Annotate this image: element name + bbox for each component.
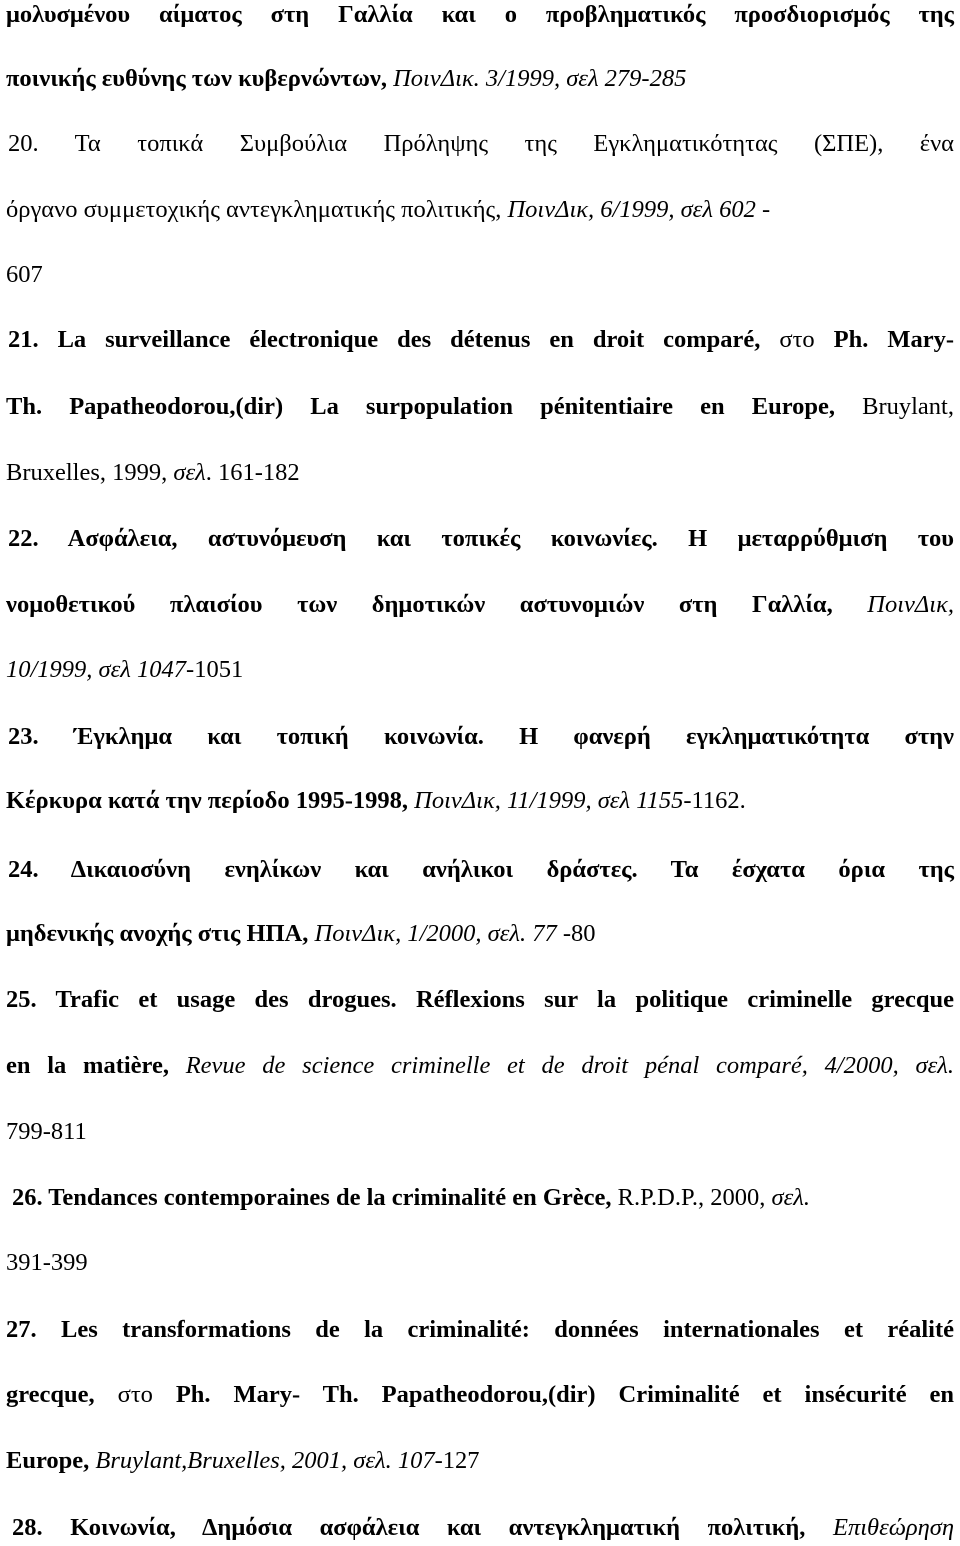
bib-entry-23: 23. Έγκλημα και τοπική κοινωνία. Η φανερή εγκληματικότητα στην: [8, 723, 954, 750]
bib-entry-24: 24. Δικαιοσύνη ενηλίκων και ανήλικοι δράστες. Τα έσχατα όρια της: [8, 856, 954, 883]
bib-entry-20: 20. Τα τοπικά Συμβούλια Πρόληψης της Εγκληματικότητας (ΣΠΕ), ένα: [8, 130, 954, 157]
bib-entry-28: 28. Κοινωνία, Δημόσια ασφάλεια και αντεγκληματική πολιτική, Επιθεώρηση: [12, 1514, 954, 1541]
bib-line: 10/1999, σελ 1047-1051: [6, 656, 244, 683]
bib-line: en la matière, Revue de science criminelle et de droit pénal comparé, 4/2000, σελ.: [6, 1052, 954, 1079]
bib-line: Europe, Bruylant,Bruxelles, 2001, σελ. 107-127: [6, 1447, 480, 1474]
bib-line: νομοθετικού πλαισίου των δημοτικών αστυνομιών στη Γαλλία, ΠοινΔικ,: [6, 591, 954, 618]
bib-line: Th. Papatheodorou,(dir) La surpopulation pénitentiaire en Europe, Bruylant,: [6, 393, 954, 420]
bib-line: grecque, στο Ph. Mary- Th. Papatheodorou,(dir) Criminalité et insécurité en: [6, 1381, 954, 1408]
bib-line: Κέρκυρα κατά την περίοδο 1995-1998, ΠοινΔικ, 11/1999, σελ 1155-1162.: [6, 787, 746, 814]
bib-entry-22: 22. Ασφάλεια, αστυνόμευση και τοπικές κοινωνίες. Η μεταρρύθμιση του: [8, 525, 954, 552]
bib-entry-21: 21. La surveillance électronique des détenus en droit comparé, στο Ph. Mary-: [8, 326, 954, 353]
bib-line: όργανο συμμετοχικής αντεγκληματικής πολιτικής, ΠοινΔικ, 6/1999, σελ 602 -: [6, 196, 771, 223]
bib-line: 799-811: [6, 1118, 87, 1145]
bib-entry-27: 27. Les transformations de la criminalité: données internationales et réalité: [6, 1316, 954, 1343]
bib-line: μηδενικής ανοχής στις ΗΠΑ, ΠοινΔικ, 1/2000, σελ. 77 -80: [6, 920, 596, 947]
bib-line: ποινικής ευθύνης των κυβερνώντων, ΠοινΔικ. 3/1999, σελ 279-285: [6, 65, 687, 92]
bib-entry-26: 26. Tendances contemporaines de la criminalité en Grèce, R.P.D.P., 2000, σελ.: [12, 1184, 810, 1211]
bib-line: μολυσμένου αίματος στη Γαλλία και ο προβληματικός προσδιορισμός της: [6, 1, 954, 28]
bib-line: 391-399: [6, 1249, 88, 1276]
bib-entry-25: 25. Trafic et usage des drogues. Réflexions sur la politique criminelle grecque: [6, 986, 954, 1013]
bib-line: Bruxelles, 1999, σελ. 161-182: [6, 459, 300, 486]
bib-line: 607: [6, 261, 43, 288]
